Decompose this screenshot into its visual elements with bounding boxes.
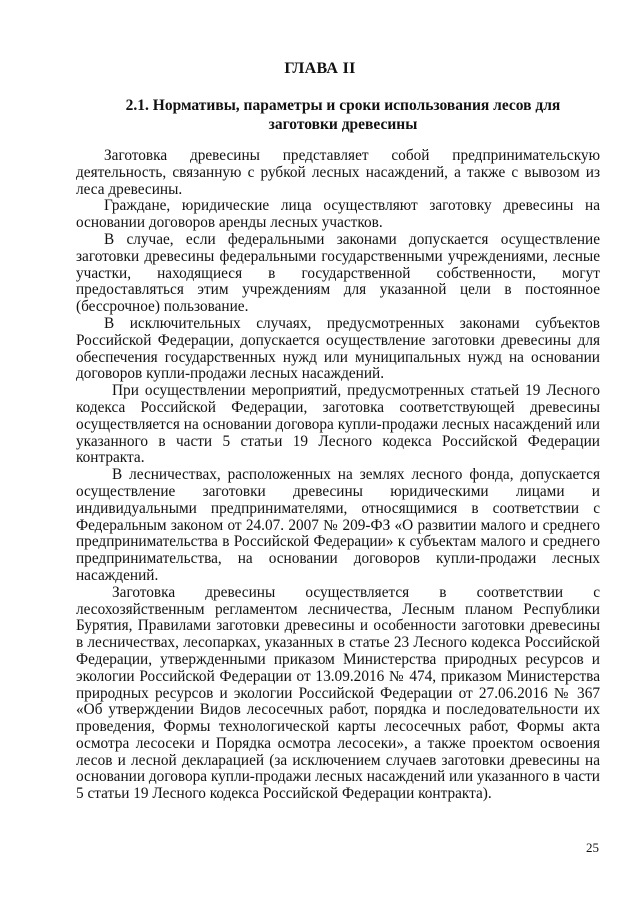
paragraph: Граждане, юридические лица осуществляют заготовку древесины на основании договоров аренды лесных участков. — [76, 197, 600, 232]
body-text — [76, 148, 600, 803]
paragraph: Заготовка древесины осуществляется в соответствии с лесохозяйственным регламентом лесничества, Лесным планом Республики Бурятия, Правилами заготовки древесины и особенности заготовки древесины в лесничествах, лесопарках, указанных в статье 23 Лесного кодекса Российской Федерации, утвержденными приказом Министерства природных ресурсов и экологии Российской Федерации от 13.09.2016 № 474, приказом Министерства природных ресурсов и экологии Российской Федерации от 27.06.2016 № 367 «Об утверждении Видов лесосечных работ, порядка и последовательности их проведения, Формы технологической карты лесосечных работ, Формы акта осмотра лесосеки и Порядка осмотра лесосеки», а также проектом освоения лесов и лесной декларацией (за исключением случаев заготовки древесины на основании договора купли-продажи лесных насаждений или указанного в части 5 статьи 19 Лесного кодекса Российской Федерации контракта). — [76, 583, 600, 803]
paragraph: Заготовка древесины представляет собой предпринимательскую деятельность, связанную с рубкой лесных насаждений, а также с вывозом из леса древесины. — [76, 147, 600, 198]
chapter-heading: ГЛАВА II — [284, 60, 356, 77]
page-number: 25 — [586, 840, 599, 855]
section-title: 2.1. Нормативы, параметры и сроки использования лесов для заготовки древесины — [125, 97, 561, 133]
paragraph: В исключительных случаях, предусмотренных законами субъектов Российской Федерации, допускается осуществление заготовки древесины для обеспечения государственных нужд или муниципальных нужд на основании договоров купли-продажи лесных насаждений. — [76, 314, 600, 383]
paragraph: При осуществлении мероприятий, предусмотренных статьей 19 Лесного кодекса Российской Федерации, заготовка соответствующей древесины осуществляется на основании договора купли-продажи лесных насаждений или указанного в части 5 статьи 19 Лесного кодекса Российской Федерации контракта. — [76, 382, 600, 467]
paragraph: В случае, если федеральными законами допускается осуществление заготовки древесины федеральными государственными учреждениями, лесные участки, находящиеся в государственной собственности, могут предоставляться этим учреждениям для указанной цели в постоянное (бессрочное) пользование. — [76, 230, 600, 316]
paragraph: В лесничествах, расположенных на землях лесного фонда, допускается осуществление заготовки древесины юридическими лицами и индивидуальными предпринимателями, относящимися в соответствии с Федеральным законом от 24.07. 2007 № 209-ФЗ «О развитии малого и среднего предпринимательства в Российской Федерации» к субъектам малого и среднего предпринимательства, на основании договоров купли-продажи лесных насаждений. — [76, 466, 600, 584]
